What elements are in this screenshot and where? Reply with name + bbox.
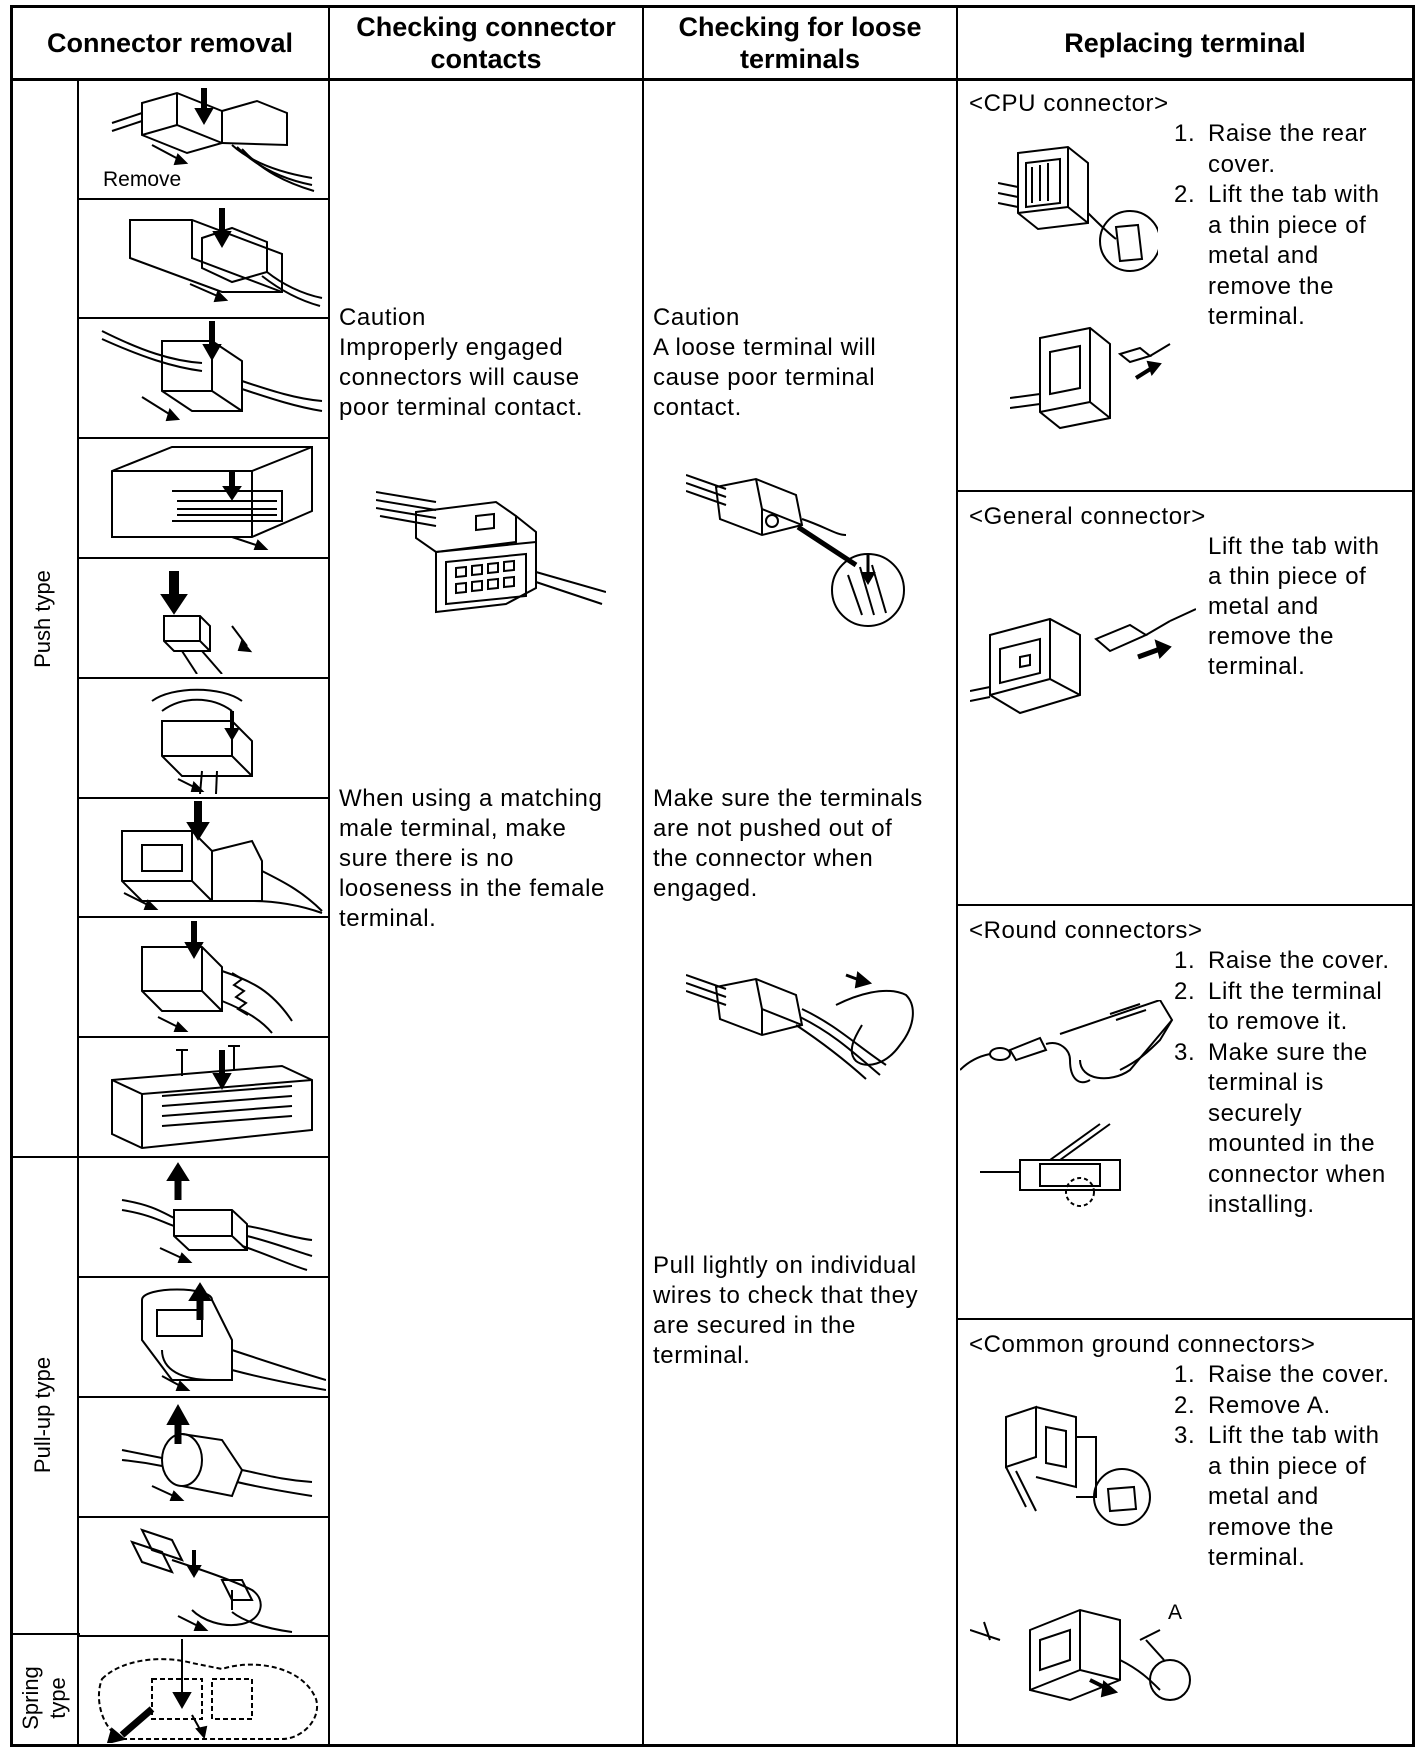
round-step-3: 3. Make sure the terminal is securely mounted in the connector when installing. <box>1174 1038 1386 1218</box>
table-border-left <box>10 5 13 1747</box>
header-connector-removal: Connector removal <box>46 28 294 58</box>
push-connector-illustration-3 <box>82 321 326 434</box>
ground-label-a: A <box>1168 1601 1183 1624</box>
remove-label: Remove <box>103 168 182 191</box>
type-col-divider <box>77 80 79 1747</box>
loose-caution-text: Caution A loose terminal will cause poor terminal contact. <box>653 304 877 421</box>
row-divider <box>77 437 329 439</box>
female-connector-illustration <box>376 472 606 628</box>
general-connector-illustration <box>970 595 1196 725</box>
header-checking-contacts: Checking connector contacts <box>356 12 616 74</box>
ground-connector-title: <Common ground connectors> <box>969 1331 1316 1358</box>
pull-up-type-label: Pull-up type <box>30 1356 55 1474</box>
round-step-2: 2. Lift the terminal to remove it. <box>1174 977 1383 1035</box>
loose-terminal-illustration <box>686 465 916 630</box>
col-divider-2 <box>642 5 644 1747</box>
loose-engaged-text: Make sure the terminals are not pushed out of the connector when engaged. <box>653 785 923 902</box>
cpu-general-divider <box>956 490 1415 492</box>
table-border-bottom <box>10 1744 1415 1747</box>
row-divider <box>77 916 329 918</box>
ground-step-2: 2. Remove A. <box>1174 1391 1331 1419</box>
cpu-connector-illustration <box>998 143 1158 277</box>
push-connector-illustration-9 <box>82 1040 326 1153</box>
push-connector-illustration-5 <box>82 561 326 674</box>
engaged-terminal-illustration <box>686 965 916 1080</box>
pullup-connector-illustration-1 <box>82 1160 326 1273</box>
row-divider <box>77 198 329 200</box>
cpu-step-2: 2. Lift the tab with a thin piece of metal and remove the terminal. <box>1174 181 1380 330</box>
loose-pull-text: Pull lightly on individual wires to check that they are secured in the terminal. <box>653 1252 919 1369</box>
contacts-matching-text: When using a matching male terminal, make sure there is no looseness in the female terminal. <box>339 785 605 932</box>
header-replacing-terminal: Replacing terminal <box>1064 28 1306 58</box>
row-divider <box>77 1635 329 1637</box>
pullup-connector-illustration-2 <box>82 1280 326 1393</box>
spring-connector-illustration <box>82 1639 326 1743</box>
cpu-terminal-illustration <box>1010 318 1180 438</box>
push-pullup-divider <box>10 1156 80 1158</box>
cpu-step-1: 1. Raise the rear cover. <box>1174 120 1368 178</box>
round-ground-divider <box>956 1318 1415 1320</box>
row-divider <box>77 797 329 799</box>
row-divider <box>77 1516 329 1518</box>
round-step-1: 1. Raise the cover. <box>1174 947 1390 974</box>
col-divider-1 <box>328 5 330 1747</box>
push-connector-illustration-4 <box>82 441 326 554</box>
contacts-caution-text: Caution Improperly engaged connectors will cause poor terminal contact. <box>339 304 583 421</box>
cpu-connector-title: <CPU connector> <box>969 90 1169 117</box>
pullup-connector-illustration-3 <box>82 1400 326 1513</box>
header-divider <box>10 78 1415 81</box>
ground-step-1: 1. Raise the cover. <box>1174 1361 1390 1388</box>
row-divider <box>77 1396 329 1398</box>
push-connector-illustration-6 <box>82 681 326 794</box>
push-connector-illustration-2 <box>82 202 326 315</box>
push-connector-illustration-7 <box>82 801 326 914</box>
ground-connector-illustration <box>996 1397 1156 1529</box>
general-round-divider <box>956 904 1415 906</box>
push-type-label: Push type <box>30 570 55 668</box>
round-connector-illustration <box>960 1000 1180 1090</box>
row-divider <box>77 317 329 319</box>
col-divider-3 <box>956 5 958 1747</box>
ground-step-3: 3. Lift the tab with a thin piece of metal and remove the terminal. <box>1174 1422 1380 1571</box>
spring-type-label: Spring type <box>18 1666 70 1730</box>
round-connector-steps <box>1174 946 1409 1221</box>
round-connector-title: <Round connectors> <box>969 917 1203 944</box>
row-divider <box>77 677 329 679</box>
push-connector-illustration-8 <box>82 921 326 1034</box>
general-connector-title: <General connector> <box>969 503 1206 530</box>
header-checking-loose: Checking for loose terminals <box>678 12 922 74</box>
pullup-connector-illustration-4 <box>82 1520 326 1633</box>
round-terminal-illustration <box>980 1120 1140 1210</box>
general-connector-text: Lift the tab with a thin piece of metal and remove the terminal. <box>1208 533 1380 680</box>
row-divider <box>77 1036 329 1038</box>
pullup-spring-divider <box>10 1633 80 1635</box>
row-divider <box>77 1156 329 1158</box>
ground-connector-steps <box>1174 1360 1409 1574</box>
row-divider <box>77 1276 329 1278</box>
ground-removal-illustration <box>970 1600 1200 1712</box>
row-divider <box>77 557 329 559</box>
cpu-connector-steps <box>1174 119 1409 333</box>
table-border-right <box>1412 5 1415 1747</box>
